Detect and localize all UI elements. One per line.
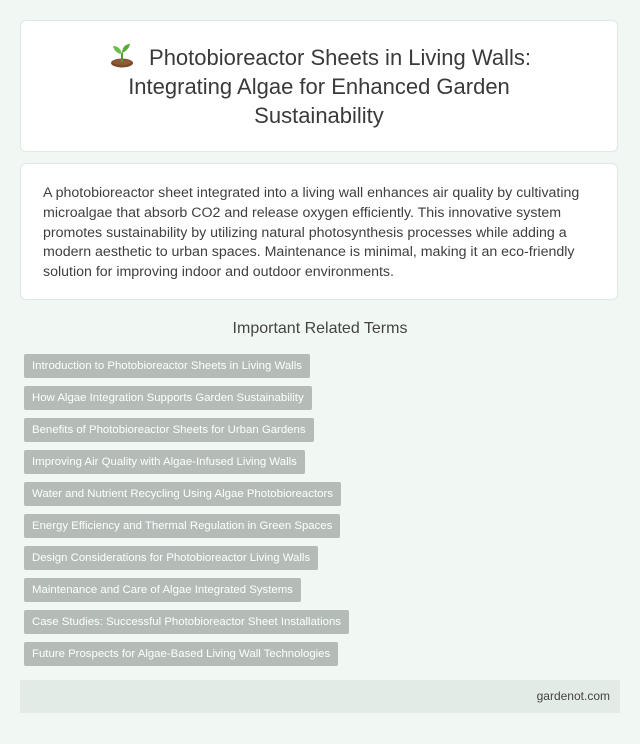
page-title: [84, 42, 554, 130]
term-tag[interactable]: Case Studies: Successful Photobioreactor Sheet Installations: [24, 610, 349, 634]
intro-card: [20, 163, 618, 300]
term-tag[interactable]: Maintenance and Care of Algae Integrated Systems: [24, 578, 301, 602]
term-tag[interactable]: Introduction to Photobioreactor Sheets in Living Walls: [24, 354, 310, 378]
term-tag[interactable]: Energy Efficiency and Thermal Regulation in Green Spaces: [24, 514, 340, 538]
terms-heading: Important Related Terms: [232, 320, 408, 337]
term-tag[interactable]: Future Prospects for Algae-Based Living Wall Technologies: [24, 642, 338, 666]
term-tag[interactable]: Water and Nutrient Recycling Using Algae Photobioreactors: [24, 482, 341, 506]
intro-paragraph: A photobioreactor sheet integrated into a living wall enhances air quality by cultivating microalgae that absorb CO2 and release oxygen efficiently. This innovative system promotes sustainability by utilizing natural photosynthesis processes while adding a modern aesthetic to urban spaces. Maintenance is minimal, making it an eco-friendly solution for improving indoor and outdoor environments.: [43, 185, 580, 281]
footer-site: gardenot.com: [536, 689, 610, 703]
term-tag[interactable]: How Algae Integration Supports Garden Sustainability: [24, 386, 312, 410]
term-tag[interactable]: Improving Air Quality with Algae-Infused Living Walls: [24, 450, 305, 474]
sprout-icon: [107, 42, 137, 68]
page-title-text: Photobioreactor Sheets in Living Walls: Integrating Algae for Enhanced Garden Sustainability: [128, 45, 531, 128]
term-tag[interactable]: Design Considerations for Photobioreactor Living Walls: [24, 546, 318, 570]
term-tag[interactable]: Benefits of Photobioreactor Sheets for Urban Gardens: [24, 418, 314, 442]
footer: [20, 680, 620, 713]
title-card: [20, 20, 618, 152]
